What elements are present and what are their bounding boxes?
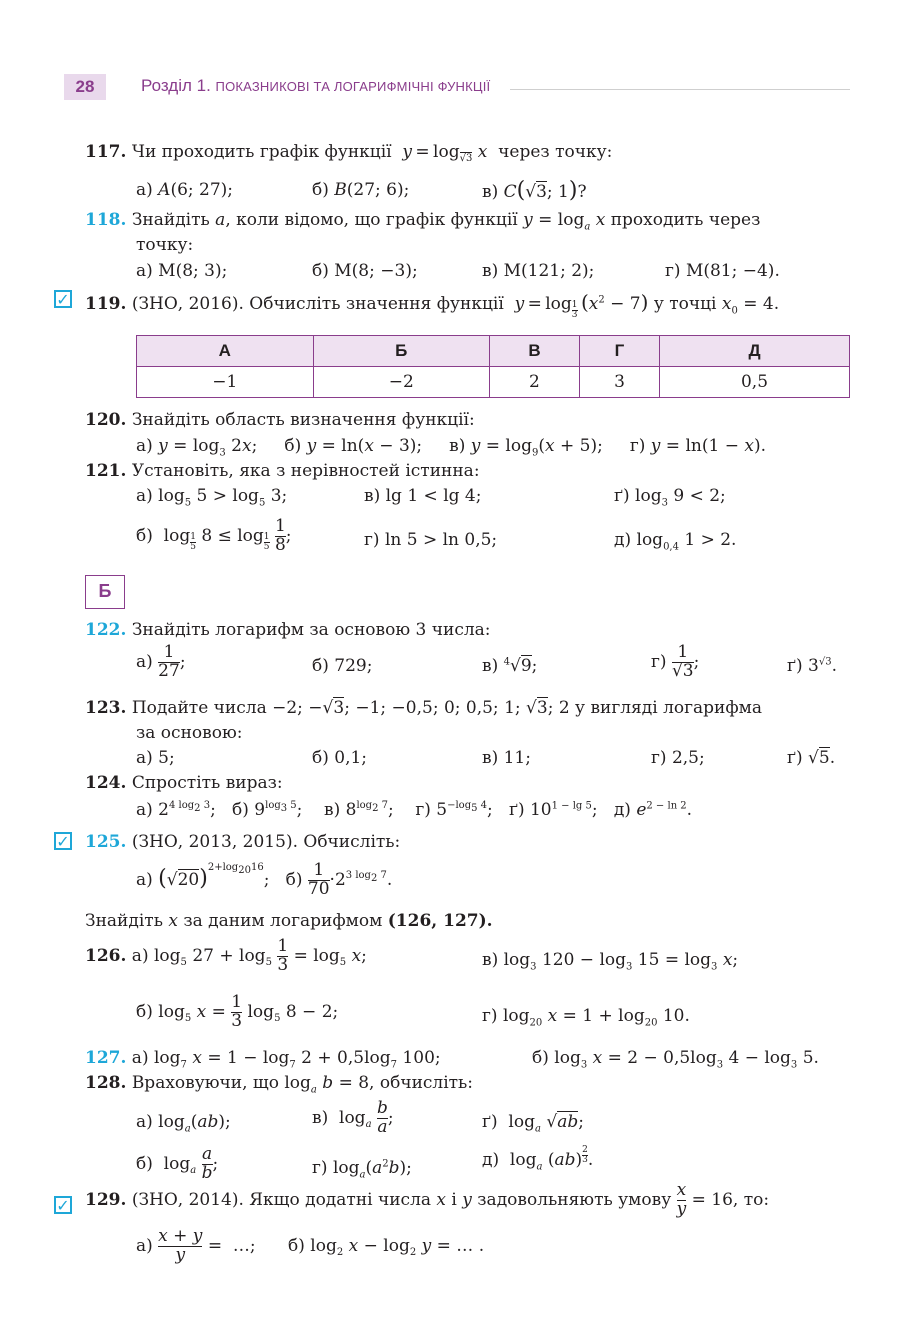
problem-121-option-a: а) $\log_5 5 > \log_5 3$; <box>136 486 288 509</box>
problem-128-option-a: а) $\log_a(ab)$; <box>136 1112 231 1135</box>
answer-value: 3 <box>579 367 659 398</box>
answer-letter: Д <box>660 336 850 367</box>
checkmark-icon: ✓ <box>54 832 72 850</box>
answer-table-values <box>137 367 850 398</box>
problem-number: 121. <box>85 461 127 481</box>
problem-129: 129. (ЗНО, 2014). Якщо додатні числа x і y задовольняють умову $\frac{x}{y}$ = 16, то: <box>85 1180 770 1219</box>
problem-number: 126. <box>85 945 127 966</box>
problem-117-option-a: а) A(6; 27); <box>136 180 234 200</box>
problem-text: (ЗНО, 2014). Якщо додатні числа <box>131 1189 432 1210</box>
answer-letter: Б <box>313 336 490 367</box>
answer-value: 0,5 <box>660 367 850 398</box>
problem-124 <box>85 773 283 793</box>
section-title: ПОКАЗНИКОВІ ТА ЛОГАРИФМІЧНІ ФУНКЦІЇ <box>215 79 491 94</box>
problem-121-option-b: б) log $_{\frac{1}{5}}$ 8 ≤ log $_{\frac{1}{5}}$ $\frac{1}{8}$ ; <box>136 516 292 555</box>
problem-126: 126. а) $\log_5 27 + \log_5$ $\frac{1}{3}$ = $\log_5 x$; <box>85 936 367 975</box>
problem-121-option-d: д) $\log_{0,4} 1 > 2$. <box>614 530 737 553</box>
problem-123-option-a: а) 5; <box>136 748 175 768</box>
running-header <box>141 76 490 96</box>
problem-123-line2: за основою: <box>136 723 243 743</box>
problem-122-option-g1: ґ) $3^{√3}$. <box>787 656 837 676</box>
problem-123-option-v: в) 11; <box>482 748 531 768</box>
section-label: Розділ 1. <box>141 76 211 95</box>
answer-value: 2 <box>490 367 580 398</box>
problem-126-option-g: г) $\log_{20} x = 1 + \log_{20} 10$. <box>482 1006 690 1029</box>
problem-128-option-b: б) $\log_a$ $\frac{a}{b}$ ; <box>136 1144 219 1183</box>
problem-125 <box>85 832 400 852</box>
problem-number: 123. <box>85 698 127 718</box>
problem-text: Знайдіть область визначення функції: <box>131 410 475 430</box>
checkmark-icon: ✓ <box>54 290 72 308</box>
intro-text-tail: за даним логарифмом <box>183 911 383 931</box>
problem-124-options: а) $2^{4 log_2 3}$; б) $9^{log_3 5}$; в) $8^{log_2 7}$; г) $5^{-log_5 4}$; ґ) $10^{1 - lg 5}$; д) $e^{2 - ln 2}$. <box>136 800 693 820</box>
header-rule <box>510 89 850 90</box>
problem-121-option-g1: ґ) $\log_3 9 < 2$; <box>614 486 726 509</box>
problem-125-options: а) $(√20)^{2+log_{20}16}$; б) $\frac{1}{70}$ $\cdot 2^{3 log_2 7}$. <box>136 860 393 899</box>
problem-text-tail: задовольняють умову <box>477 1189 672 1210</box>
problem-117-option-b: б) B(27; 6); <box>312 180 410 200</box>
problem-text-tail: , обчисліть: <box>369 1073 474 1093</box>
problem-126-option-v: в) $\log_3 120 - \log_3 15 = \log_3 x$; <box>482 950 739 973</box>
problem-127-option-b: б) $\log_3 x = 2 - 0,5\log_3$ $4 - \log_3 5$. <box>532 1048 819 1071</box>
difficulty-level-badge: Б <box>85 575 125 609</box>
problem-128-option-g: г) $\log_a(a^2b)$; <box>312 1158 412 1181</box>
problem-number: 129. <box>85 1189 127 1210</box>
problem-text: Подайте числа −2; − <box>131 698 323 718</box>
problem-text: Установіть, яка з нерівностей істинна: <box>131 461 480 481</box>
problem-123-option-g: г) 2,5; <box>651 748 705 768</box>
problem-text: (ЗНО, 2016). Обчисліть значення функції <box>131 294 504 314</box>
problem-text: Знайдіть логарифм за основою 3 числа: <box>131 620 491 640</box>
problem-text: Знайдіть <box>131 210 210 230</box>
problem-118-option-b: б) M(8; −3); <box>312 261 418 281</box>
problem-120 <box>85 410 475 430</box>
problem-123-option-b: б) 0,1; <box>312 748 368 768</box>
problem-number: 128. <box>85 1073 127 1093</box>
page-number: 28 <box>64 74 106 100</box>
problem-128: 128. Враховуючи, що $\log_a b = 8$, обчисліть: <box>85 1073 474 1096</box>
answer-value: −2 <box>313 367 490 398</box>
problem-117: 117. Чи проходить графік функції $y = \log_{√3} x$ через точку: <box>85 142 613 165</box>
problem-122-option-v: в) $^4$√9; <box>482 656 538 676</box>
problem-128-option-g1: ґ) $\log_a √ab$; <box>482 1112 584 1135</box>
problem-text-end: то: <box>743 1189 770 1210</box>
problem-text: (ЗНО, 2013, 2015). Обчисліть: <box>131 832 401 852</box>
problem-text-tail: через точку: <box>498 142 613 162</box>
problem-number: 125. <box>85 832 127 852</box>
problem-number: 124. <box>85 773 127 793</box>
problem-121 <box>85 461 480 481</box>
problem-number: 117. <box>85 142 127 162</box>
problem-123-option-g1: ґ) √5. <box>787 748 836 768</box>
problem-122-option-g: г) $\frac{1}{√3}$ ; <box>651 642 700 681</box>
problem-126-option-b: б) $\log_5 x$ = $\frac{1}{3}$ $\log_5 8 - 2$; <box>136 992 339 1031</box>
problem-118-option-a: а) M(8; 3); <box>136 261 228 281</box>
problem-118-line2: точку: <box>136 235 194 255</box>
problem-number: 118. <box>85 210 127 230</box>
problem-127: 127. а) $\log_7 x = 1 - \log_7 2 + 0,5\log_7$ 100; <box>85 1048 441 1071</box>
problem-121-option-g: г) ln 5 > ln 0,5; <box>364 530 498 550</box>
problem-text: Враховуючи, що <box>131 1073 279 1093</box>
problem-120-options: а) $y = \log_3 2x$; б) y = ln(x − 3); в) $y = \log_9(x + 5)$; г) y = ln(1 − x). <box>136 436 766 459</box>
problem-text: Спростіть вираз: <box>131 773 283 793</box>
problem-128-option-d: д) $\log_a (ab)$ $^{\frac{2}{3}}$ . <box>482 1145 594 1173</box>
answer-letter: Г <box>579 336 659 367</box>
problem-number: 119. <box>85 294 127 314</box>
problem-118-option-d: г) M(81; −4). <box>665 261 780 281</box>
problem-122-option-b: б) 729; <box>312 656 373 676</box>
problem-number: 122. <box>85 620 127 640</box>
problem-122 <box>85 620 491 640</box>
answer-letter: А <box>137 336 314 367</box>
problem-122-option-a: а) $\frac{1}{27}$ ; <box>136 642 186 681</box>
intro-text: Знайдіть <box>85 911 163 931</box>
answer-value: −1 <box>137 367 314 398</box>
problem-117-option-c: в) C(√3; 1)? <box>482 178 587 203</box>
problem-number: 120. <box>85 410 127 430</box>
answer-table-header <box>137 336 850 367</box>
problem-text-3: проходить через <box>610 210 761 230</box>
problem-text: Чи проходить графік функції <box>131 142 392 162</box>
answer-letter: В <box>490 336 580 367</box>
checkmark-icon: ✓ <box>54 1196 72 1214</box>
answer-table <box>136 335 850 398</box>
intro-text-bold: (126, 127). <box>387 911 493 931</box>
instructions-126-127: Знайдіть x за даним логарифмом (126, 127). <box>85 911 493 931</box>
problem-129-options: а) $\frac{x + y}{y}$ = …; б) $\log_2 x - \log_2 y$ = … . <box>136 1226 485 1265</box>
problem-text-2: , коли відомо, що графік функції <box>225 210 518 230</box>
problem-number: 127. <box>85 1048 127 1068</box>
problem-119: 119. (ЗНО, 2016). Обчисліть значення функції y = log $_{\frac{1}{3}}$ $(x^2 - 7)$ у точці $x_0 = 4$. <box>85 290 780 321</box>
problem-128-option-v: в) $\log_a$ $\frac{b}{a}$ ; <box>312 1098 394 1137</box>
problem-118: 118. Знайдіть a, коли відомо, що графік функції $y = \log_a x$ проходить через <box>85 210 761 233</box>
problem-121-option-v: в) lg 1 < lg 4; <box>364 486 482 506</box>
problem-118-option-c: в) M(121; 2); <box>482 261 595 281</box>
problem-text-tail: у точці <box>653 294 717 314</box>
problem-123: 123. Подайте числа −2; −√3; −1; −0,5; 0; 0,5; 1; √3; 2 у вигляді логарифма <box>85 698 763 718</box>
